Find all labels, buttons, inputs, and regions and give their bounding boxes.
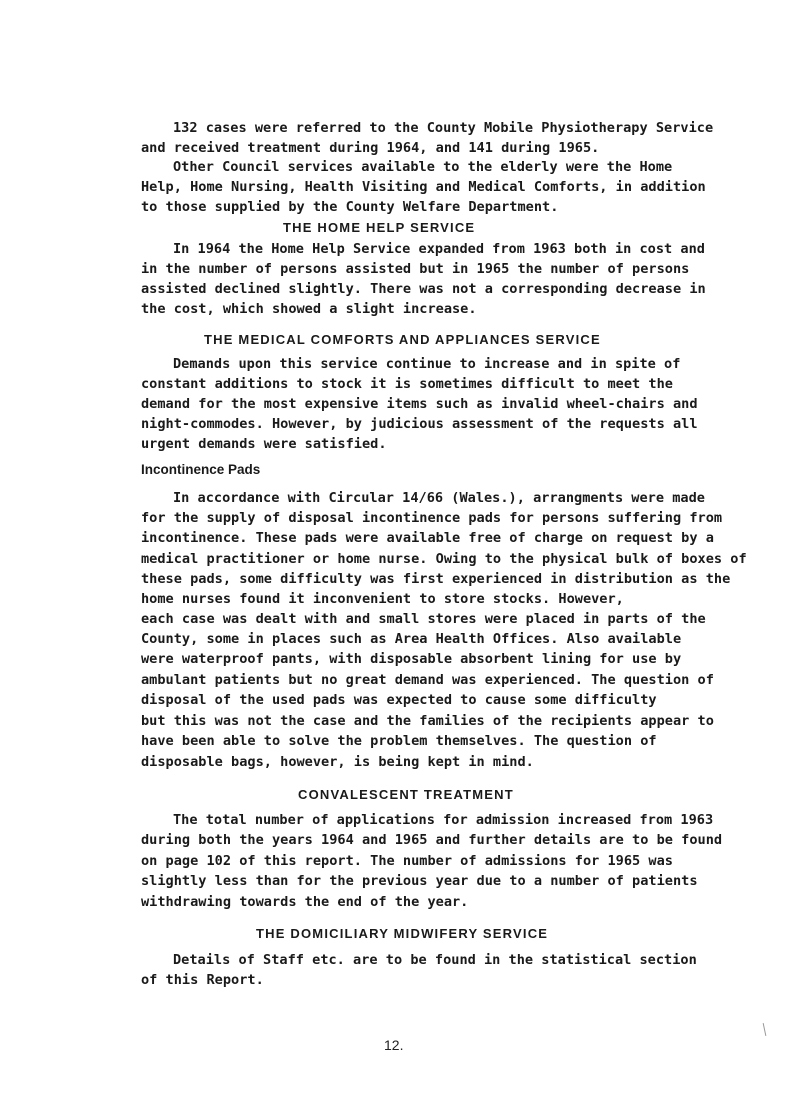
paragraph-line: In 1964 the Home Help Service expanded from 1963 both in cost and (173, 241, 705, 257)
paragraph-line: assisted declined slightly. There was not a corresponding decrease in (141, 281, 706, 297)
paragraph-line: The total number of applications for admission increased from 1963 (173, 812, 714, 828)
paragraph-line: were waterproof pants, with disposable absorbent lining for use by (141, 651, 682, 667)
section-heading-midwifery: THE DOMICILIARY MIDWIFERY SERVICE (256, 926, 549, 941)
paragraph-line: Demands upon this service continue to increase and in spite of (173, 356, 681, 372)
paragraph-line: County, some in places such as Area Health Offices. Also available (141, 631, 682, 647)
paragraph-line: In accordance with Circular 14/66 (Wales.), arrangments were made (173, 490, 705, 506)
section-heading-convalescent: CONVALESCENT TREATMENT (298, 787, 514, 802)
paragraph-line: incontinence. These pads were available free of charge on request by a (141, 530, 714, 546)
paragraph-line: ambulant patients but no great demand was experienced. The question of (141, 672, 714, 688)
paragraph-line: disposable bags, however, is being kept in mind. (141, 754, 534, 770)
paragraph-line: the cost, which showed a slight increase. (141, 301, 477, 317)
section-heading-medical-comforts: THE MEDICAL COMFORTS AND APPLIANCES SERVICE (204, 332, 601, 347)
paragraph-line: and received treatment during 1964, and 141 during 1965. (141, 140, 600, 156)
paragraph-line: demand for the most expensive items such as invalid wheel-chairs and (141, 396, 698, 412)
page-number: 12. (384, 1037, 404, 1053)
paragraph-line: urgent demands were satisfied. (141, 436, 387, 452)
paragraph-line: medical practitioner or home nurse. Owing to the physical bulk of boxes of (141, 551, 747, 567)
paragraph-line: to those supplied by the County Welfare Department. (141, 199, 559, 215)
paragraph-line: in the number of persons assisted but in 1965 the number of persons (141, 261, 690, 277)
paragraph-line: Other Council services available to the elderly were the Home (173, 159, 673, 175)
paragraph-line: each case was dealt with and small stores were placed in parts of the (141, 611, 706, 627)
section-heading-home-help: THE HOME HELP SERVICE (283, 220, 476, 235)
paragraph-line: withdrawing towards the end of the year. (141, 894, 469, 910)
paragraph-line: constant additions to stock it is sometimes difficult to meet the (141, 376, 673, 392)
paragraph-line: Help, Home Nursing, Health Visiting and Medical Comforts, in addition (141, 179, 706, 195)
paragraph-line: on page 102 of this report. The number of admissions for 1965 was (141, 853, 673, 869)
paragraph-line: night-commodes. However, by judicious assessment of the requests all (141, 416, 698, 432)
paragraph-line: 132 cases were referred to the County Mobile Physiotherapy Service (173, 120, 714, 136)
paragraph-line: have been able to solve the problem themselves. The question of (141, 733, 657, 749)
subheading-incontinence-pads: Incontinence Pads (141, 462, 261, 477)
paragraph-line: slightly less than for the previous year due to a number of patients (141, 873, 698, 889)
paragraph-line: these pads, some difficulty was first experienced in distribution as the (141, 571, 731, 587)
paragraph-line: for the supply of disposal incontinence pads for persons suffering from (141, 510, 723, 526)
paragraph-line: during both the years 1964 and 1965 and further details are to be found (141, 832, 723, 848)
paragraph-line: home nurses found it inconvenient to store stocks. However, (141, 591, 624, 607)
paragraph-line: of this Report. (141, 972, 264, 988)
paragraph-line: Details of Staff etc. are to be found in the statistical section (173, 952, 697, 968)
stray-mark (763, 1023, 767, 1036)
paragraph-line: disposal of the used pads was expected to cause some difficulty (141, 692, 657, 708)
paragraph-line: but this was not the case and the families of the recipients appear to (141, 713, 714, 729)
